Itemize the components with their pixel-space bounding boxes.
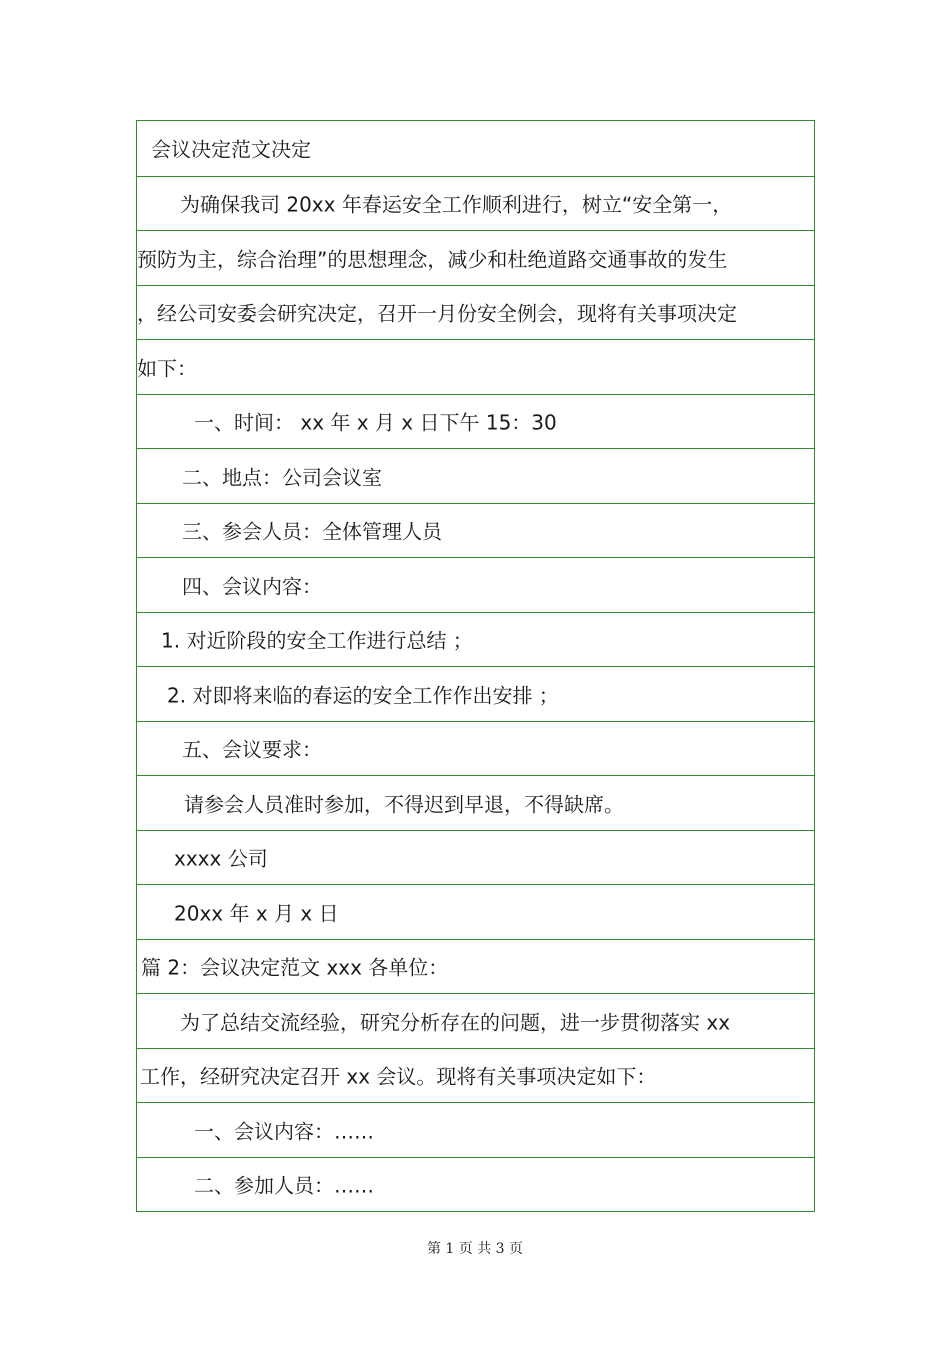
paragraph-row bbox=[137, 285, 814, 340]
content-heading-row bbox=[137, 557, 814, 612]
meeting-place: 二、地点：公司会议室 bbox=[182, 465, 382, 490]
paragraph-line: ，经公司安委会研究决定，召开一月份安全例会，现将有关事项决定 bbox=[137, 301, 737, 326]
paragraph-line: 如下： bbox=[137, 356, 197, 381]
attendees-row bbox=[137, 503, 814, 558]
signature-date-row bbox=[137, 884, 814, 939]
part2-item: 一、会议内容：…… bbox=[194, 1119, 374, 1144]
part2-heading-row bbox=[137, 939, 814, 994]
part2-paragraph-row bbox=[137, 1048, 814, 1103]
title-row bbox=[137, 121, 814, 176]
part2-heading: 篇 2：会议决定范文 xxx 各单位： bbox=[141, 955, 449, 980]
part2-item-row bbox=[137, 1157, 814, 1212]
paragraph-row bbox=[137, 339, 814, 394]
requirement-text: 请参会人员准时参加，不得迟到早退，不得缺席。 bbox=[184, 792, 624, 817]
meeting-attendees: 三、参会人员：全体管理人员 bbox=[182, 519, 442, 544]
signature-company-row bbox=[137, 830, 814, 885]
part2-paragraph-row bbox=[137, 993, 814, 1048]
time-row bbox=[137, 394, 814, 449]
part2-item: 二、参加人员：…… bbox=[194, 1173, 374, 1198]
paragraph-line: 预防为主，综合治理”的思想理念，减少和杜绝道路交通事故的发生 bbox=[137, 247, 728, 272]
paragraph-row bbox=[137, 230, 814, 285]
requirement-heading-row bbox=[137, 721, 814, 776]
content-item-row bbox=[137, 666, 814, 721]
signature-date: 20xx 年 x 月 x 日 bbox=[174, 901, 339, 926]
part2-item-row bbox=[137, 1102, 814, 1157]
signature-company: xxxx 公司 bbox=[174, 846, 268, 871]
paragraph-line: 为确保我司 20xx 年春运安全工作顺利进行，树立“安全第一， bbox=[180, 192, 733, 217]
content-item: 2. 对即将来临的春运的安全工作作出安排 ； bbox=[167, 683, 559, 708]
requirement-heading: 五、会议要求： bbox=[182, 737, 322, 762]
meeting-time: 一、时间： xx 年 x 月 x 日下午 15：30 bbox=[194, 410, 557, 435]
content-item: 1. 对近阶段的安全工作进行总结 ； bbox=[161, 628, 473, 653]
page-title: 会议决定范文决定 bbox=[151, 137, 311, 162]
requirement-row bbox=[137, 775, 814, 830]
content-item-row bbox=[137, 612, 814, 667]
content-heading: 四、会议内容： bbox=[182, 574, 322, 599]
paragraph-line: 为了总结交流经验，研究分析存在的问题，进一步贯彻落实 xx bbox=[180, 1010, 731, 1035]
document-table bbox=[136, 120, 815, 1212]
paragraph-line: 工作，经研究决定召开 xx 会议。现将有关事项决定如下： bbox=[140, 1064, 657, 1089]
paragraph-row bbox=[137, 176, 814, 231]
page-footer: 第 1 页 共 3 页 bbox=[426, 1241, 524, 1257]
place-row bbox=[137, 448, 814, 503]
